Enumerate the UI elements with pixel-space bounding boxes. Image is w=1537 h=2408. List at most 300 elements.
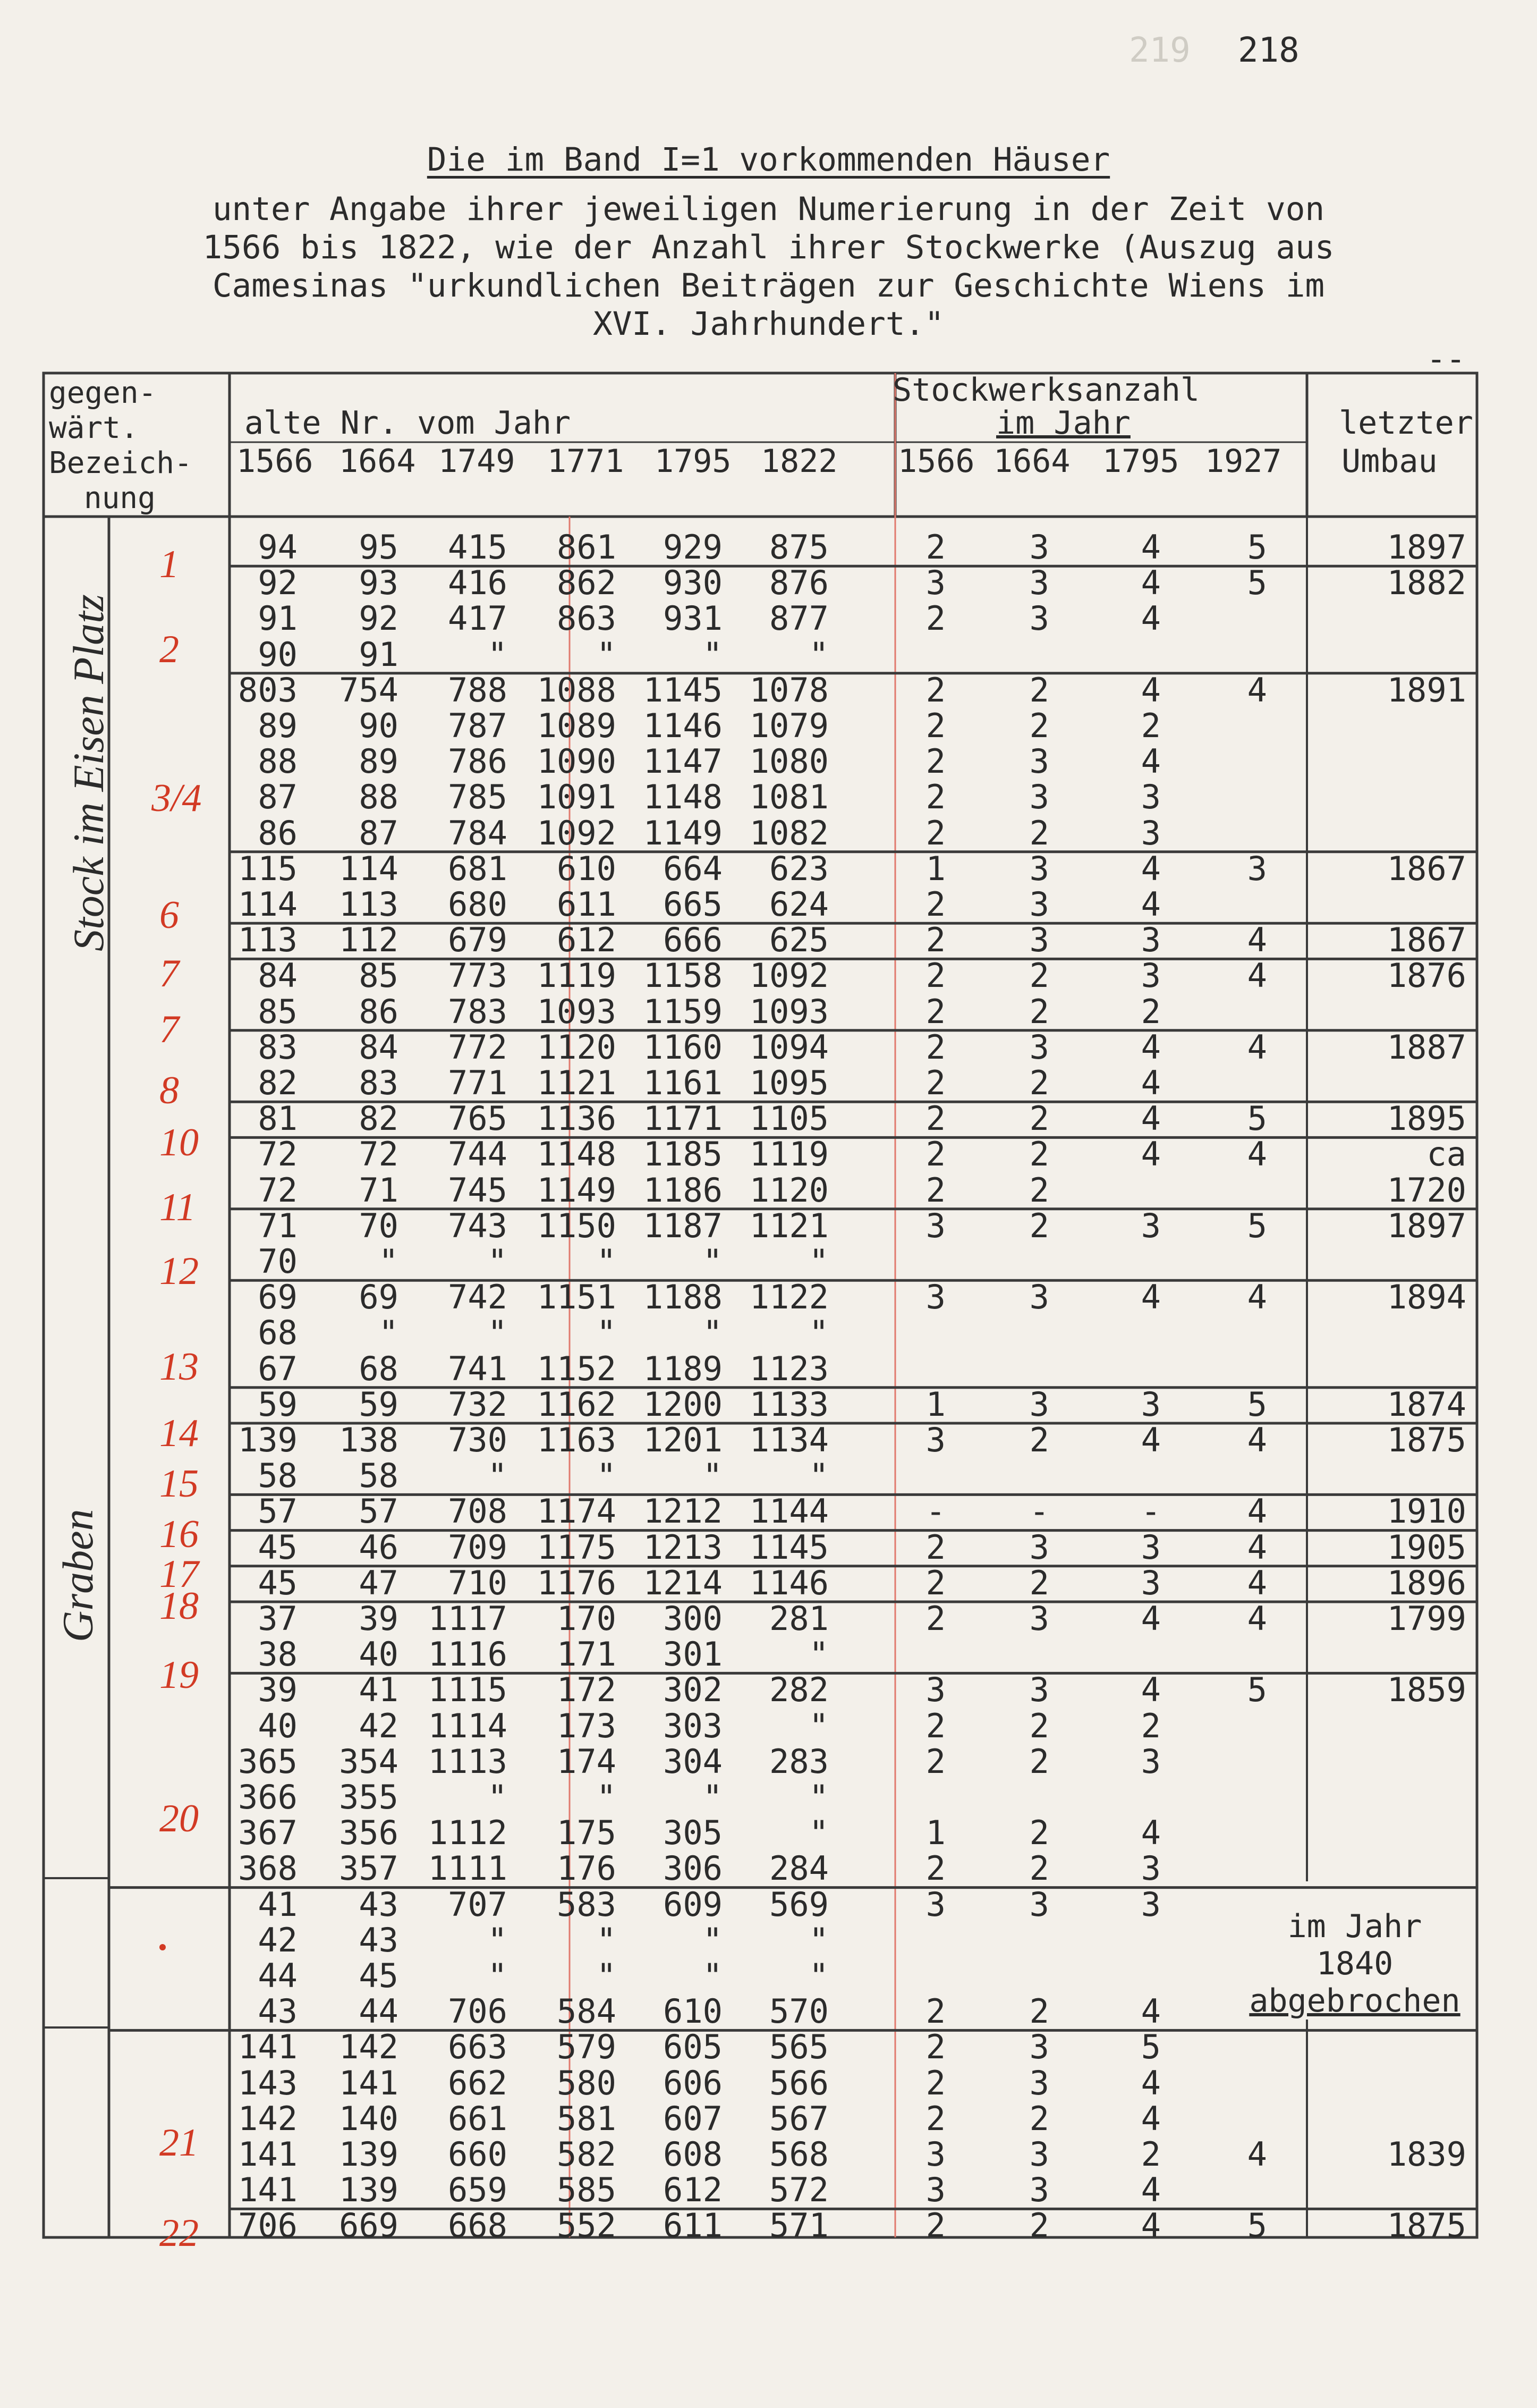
cell-y1664: 356 xyxy=(339,1813,398,1853)
cell-y1566: 141 xyxy=(238,2135,298,2174)
cell-y1771: " xyxy=(596,1313,616,1353)
cell-y1749: " xyxy=(487,1456,507,1496)
cell-f1795: 3 xyxy=(1141,1742,1161,1781)
cell-umbau: 1875 xyxy=(1387,1421,1466,1459)
demolished-note xyxy=(1233,1908,1477,2020)
cell-y1664: 70 xyxy=(359,1206,398,1245)
cell-y1566: 87 xyxy=(258,778,298,817)
cell-f1795: 4 xyxy=(1141,849,1161,888)
cell-f1664: 2 xyxy=(1029,1135,1049,1174)
cell-y1771: 1092 xyxy=(537,813,616,852)
subtitle-line-4: XVI. Jahrhundert." xyxy=(592,305,945,343)
cell-y1822: 1122 xyxy=(749,1278,829,1317)
header-last-1: letzter xyxy=(1339,404,1473,442)
cell-y1664: " xyxy=(378,1242,398,1281)
cell-f1795: 3 xyxy=(1141,1885,1161,1924)
cell-y1664: 41 xyxy=(359,1670,398,1710)
cell-umbau: 1799 xyxy=(1387,1599,1466,1638)
cell-f1927: 5 xyxy=(1247,1099,1267,1138)
cell-f1795: 4 xyxy=(1141,885,1161,924)
cell-y1795: 1201 xyxy=(643,1421,723,1459)
cell-y1771: 584 xyxy=(557,1992,616,2031)
cell-y1664: 113 xyxy=(339,885,398,924)
cell-f1795: 4 xyxy=(1141,1135,1161,1174)
cell-y1566: 143 xyxy=(238,2063,298,2102)
cell-y1749: 1112 xyxy=(428,1813,507,1853)
demolished-line-3: abgebrochen xyxy=(1249,1982,1460,2020)
cell-y1664: 91 xyxy=(359,635,398,674)
cell-y1795: 1214 xyxy=(643,1563,723,1602)
cell-y1749: 1117 xyxy=(428,1599,507,1638)
cell-umbau: 1891 xyxy=(1387,670,1466,709)
cell-f1566: 2 xyxy=(925,742,946,781)
cell-f1795: - xyxy=(1141,1492,1161,1531)
cell-f1795: 4 xyxy=(1141,742,1161,781)
cell-y1822: " xyxy=(809,1635,829,1674)
cell-y1566: 84 xyxy=(258,956,298,995)
cell-y1566: 91 xyxy=(258,599,298,638)
cell-f1795: 4 xyxy=(1141,2063,1161,2102)
cell-f1795: 2 xyxy=(1141,992,1161,1031)
cell-y1664: 90 xyxy=(359,706,398,745)
cell-y1795: 664 xyxy=(663,849,723,888)
cell-y1664: 69 xyxy=(359,1278,398,1317)
cell-y1566: 37 xyxy=(258,1599,298,1638)
cell-y1664: 754 xyxy=(339,670,398,709)
cell-y1566: 40 xyxy=(258,1706,298,1745)
cell-f1566: 3 xyxy=(925,1670,946,1710)
cell-umbau: 1910 xyxy=(1387,1492,1466,1531)
cell-y1566: 72 xyxy=(258,1170,298,1210)
cell-f1664: 2 xyxy=(1029,670,1049,709)
cell-y1771: 612 xyxy=(557,920,616,960)
cell-y1566: 68 xyxy=(258,1313,298,1353)
cell-umbau: 1867 xyxy=(1387,849,1466,888)
cell-y1664: 46 xyxy=(359,1527,398,1567)
cell-y1771: 862 xyxy=(557,563,616,603)
cell-f1927: 4 xyxy=(1247,920,1267,960)
cell-f1664: 3 xyxy=(1029,1027,1049,1067)
cell-y1664: 354 xyxy=(339,1742,398,1781)
cell-f1927: 5 xyxy=(1247,528,1267,567)
cell-y1822: 568 xyxy=(769,2135,829,2174)
cell-f1927: 4 xyxy=(1247,670,1267,709)
cell-y1822: 1119 xyxy=(749,1135,829,1174)
cell-y1771: 1089 xyxy=(537,706,616,745)
cell-y1749: 706 xyxy=(448,1992,507,2031)
cell-y1771: 1120 xyxy=(537,1027,616,1067)
cell-f1664: 2 xyxy=(1029,813,1049,852)
cell-f1795: 3 xyxy=(1141,778,1161,817)
cell-y1771: 170 xyxy=(557,1599,616,1638)
cell-f1795: 3 xyxy=(1141,813,1161,852)
cell-f1566: 2 xyxy=(925,706,946,745)
cell-umbau: 1887 xyxy=(1387,1027,1466,1067)
cell-f1664: 3 xyxy=(1029,2063,1049,2102)
cell-y1795: 1212 xyxy=(643,1492,723,1531)
cell-y1749: 680 xyxy=(448,885,507,924)
cell-y1771: 1175 xyxy=(537,1527,616,1567)
street-label-stock-im-eisen: Stock im Eisen Platz xyxy=(64,594,113,951)
cell-y1664: 47 xyxy=(359,1563,398,1602)
cell-f1566: 2 xyxy=(925,1849,946,1888)
cell-f1927: 5 xyxy=(1247,2206,1267,2245)
header-old-numbers: alte Nr. vom Jahr xyxy=(244,404,571,442)
demolished-line-2: 1840 xyxy=(1316,1945,1394,1982)
cell-y1749: 662 xyxy=(448,2063,507,2102)
cell-f1795: 3 xyxy=(1141,1206,1161,1245)
cell-y1795: 1147 xyxy=(643,742,723,781)
cell-y1795: 1149 xyxy=(643,813,723,852)
cell-y1822: 877 xyxy=(769,599,829,638)
cell-y1822: 567 xyxy=(769,2099,829,2138)
cell-y1822: 1144 xyxy=(749,1492,829,1531)
cell-y1771: " xyxy=(596,1920,616,1959)
cell-y1771: 863 xyxy=(557,599,616,638)
cell-y1566: 57 xyxy=(258,1492,298,1531)
demolished-line-1: im Jahr xyxy=(1287,1908,1422,1945)
cell-y1664: 140 xyxy=(339,2099,398,2138)
cell-y1771: " xyxy=(596,1456,616,1496)
subtitle-line-3: Camesinas "urkundlichen Beiträgen zur Geschichte Wiens im xyxy=(212,267,1325,305)
cell-y1771: 1163 xyxy=(537,1421,616,1459)
cell-y1566: 90 xyxy=(258,635,298,674)
cell-f1795: 4 xyxy=(1141,2206,1161,2245)
cell-y1749: " xyxy=(487,1313,507,1353)
cell-f1566: 2 xyxy=(925,1527,946,1567)
cell-f1664: - xyxy=(1029,1492,1049,1531)
cell-f1566: 2 xyxy=(925,2027,946,2067)
cell-y1795: 606 xyxy=(663,2063,723,2102)
cell-f1664: 3 xyxy=(1029,2170,1049,2210)
cell-y1566: 44 xyxy=(258,1956,298,1995)
group-number: 19 xyxy=(159,1653,199,1697)
header-current-2: wärt. xyxy=(49,411,139,445)
cell-y1664: 141 xyxy=(339,2063,398,2102)
cell-f1664: 3 xyxy=(1029,1278,1049,1317)
header-year-floor-0: 1566 xyxy=(898,443,975,480)
header-year-old-5: 1822 xyxy=(761,443,838,480)
cell-y1566: 45 xyxy=(258,1563,298,1602)
cell-f1664: 2 xyxy=(1029,1063,1049,1102)
cell-y1771: 1090 xyxy=(537,742,616,781)
cell-y1795: 304 xyxy=(663,1742,723,1781)
cell-y1749: 765 xyxy=(448,1099,507,1138)
group-number: 10 xyxy=(159,1121,199,1164)
cell-f1566: 2 xyxy=(925,2099,946,2138)
cell-y1566: 83 xyxy=(258,1027,298,1067)
cell-f1927: 4 xyxy=(1247,1027,1267,1067)
cell-umbau: 1896 xyxy=(1387,1563,1466,1602)
subtitle-line-1: unter Angabe ihrer jeweiligen Numerierung in der Zeit von xyxy=(212,190,1325,228)
cell-umbau: 1876 xyxy=(1387,956,1466,995)
cell-f1664: 3 xyxy=(1029,849,1049,888)
cell-y1749: 416 xyxy=(448,563,507,603)
cell-y1749: 743 xyxy=(448,1206,507,1245)
cell-f1566: 2 xyxy=(925,1706,946,1745)
cell-f1795: 4 xyxy=(1141,1278,1161,1317)
cell-y1822: 1134 xyxy=(749,1421,829,1459)
cell-y1771: 585 xyxy=(557,2170,616,2210)
cell-f1664: 3 xyxy=(1029,599,1049,638)
cell-y1822: 625 xyxy=(769,920,829,960)
cell-y1795: 1158 xyxy=(643,956,723,995)
cell-f1795: 4 xyxy=(1141,2170,1161,2210)
group-number: 2 xyxy=(159,628,179,671)
cell-y1664: 92 xyxy=(359,599,398,638)
cell-y1771: 174 xyxy=(557,1742,616,1781)
cell-y1795: 1148 xyxy=(643,778,723,817)
cell-y1566: 88 xyxy=(258,742,298,781)
cell-y1749: 772 xyxy=(448,1027,507,1067)
cell-y1749: 707 xyxy=(448,1885,507,1924)
cell-y1795: 301 xyxy=(663,1635,723,1674)
cell-f1927: 4 xyxy=(1247,1563,1267,1602)
cell-y1566: 92 xyxy=(258,563,298,603)
cell-f1664: 3 xyxy=(1029,1885,1049,1924)
cell-f1664: 3 xyxy=(1029,885,1049,924)
cell-f1664: 2 xyxy=(1029,1099,1049,1138)
header-current-3: Bezeich- xyxy=(49,446,192,480)
cell-y1664: 355 xyxy=(339,1778,398,1816)
cell-y1664: 43 xyxy=(359,1885,398,1924)
cell-y1795: 1146 xyxy=(643,706,723,745)
cell-y1822: 569 xyxy=(769,1885,829,1924)
cell-y1822: 624 xyxy=(769,885,829,924)
cell-y1749: 417 xyxy=(448,599,507,638)
cell-umbau: 1839 xyxy=(1387,2135,1466,2174)
cell-y1795: " xyxy=(702,635,723,674)
cell-y1664: 89 xyxy=(359,742,398,781)
cell-y1771: 552 xyxy=(557,2206,616,2245)
cell-y1664: 71 xyxy=(359,1170,398,1210)
cell-y1771: " xyxy=(596,1778,616,1816)
cell-y1664: " xyxy=(378,1313,398,1353)
cell-y1822: 1078 xyxy=(749,670,829,709)
cell-y1566: 365 xyxy=(238,1742,298,1781)
cell-f1664: 3 xyxy=(1029,1384,1049,1424)
header-year-old-0: 1566 xyxy=(236,443,313,480)
cell-y1771: " xyxy=(596,1242,616,1281)
cell-y1795: 1160 xyxy=(643,1027,723,1067)
cell-umbau: 1897 xyxy=(1387,1206,1466,1245)
cell-umbau: 1875 xyxy=(1387,2206,1466,2245)
cell-y1822: 570 xyxy=(769,1992,829,2031)
cell-y1771: 581 xyxy=(557,2099,616,2138)
cell-f1664: 3 xyxy=(1029,2135,1049,2174)
cell-y1795: 1185 xyxy=(643,1135,723,1174)
cell-y1795: 305 xyxy=(663,1813,723,1853)
header-current-1: gegen- xyxy=(49,376,157,410)
cell-y1566: 82 xyxy=(258,1063,298,1102)
cell-f1566: 1 xyxy=(925,1813,946,1853)
cell-f1566: 2 xyxy=(925,1027,946,1067)
cell-y1566: 86 xyxy=(258,813,298,852)
cell-y1749: 788 xyxy=(448,670,507,709)
group-number: 20 xyxy=(159,1797,199,1840)
header-year-old-4: 1795 xyxy=(655,443,732,480)
cell-f1927: 4 xyxy=(1247,1599,1267,1638)
cell-y1795: " xyxy=(702,1956,723,1995)
cell-y1771: 1148 xyxy=(537,1135,616,1174)
group-number: 17 xyxy=(159,1552,199,1596)
cell-y1664: 357 xyxy=(339,1849,398,1888)
cell-y1664: 95 xyxy=(359,528,398,567)
cell-y1795: 930 xyxy=(663,563,723,603)
cell-y1771: 1152 xyxy=(537,1349,616,1388)
cell-f1664: 2 xyxy=(1029,1813,1049,1853)
cell-y1749: 787 xyxy=(448,706,507,745)
cell-umbau: 1882 xyxy=(1387,563,1466,603)
page-number: 218 xyxy=(1238,31,1300,70)
cell-f1566: 3 xyxy=(925,2135,946,2174)
cell-y1771: 175 xyxy=(557,1813,616,1853)
cell-umbau: ca xyxy=(1426,1135,1466,1174)
group-number: 7 xyxy=(159,952,179,995)
group-number: 7 xyxy=(159,1008,179,1051)
cell-y1749: " xyxy=(487,635,507,674)
cell-f1795: 3 xyxy=(1141,956,1161,995)
cell-y1795: 300 xyxy=(663,1599,723,1638)
cell-y1566: 85 xyxy=(258,992,298,1031)
page-number-ghost: 219 xyxy=(1129,31,1191,70)
cell-y1795: " xyxy=(702,1313,723,1353)
cell-y1795: " xyxy=(702,1242,723,1281)
cell-y1566: 58 xyxy=(258,1456,298,1496)
cell-y1771: 1151 xyxy=(537,1278,616,1317)
cell-y1822: 876 xyxy=(769,563,829,603)
cell-y1771: 861 xyxy=(557,528,616,567)
cell-y1795: 302 xyxy=(663,1670,723,1710)
cell-f1927: 4 xyxy=(1247,1135,1267,1174)
cell-f1566: 2 xyxy=(925,1563,946,1602)
cell-y1822: 1093 xyxy=(749,992,829,1031)
cell-y1664: 88 xyxy=(359,778,398,817)
cell-f1664: 3 xyxy=(1029,563,1049,603)
cell-y1822: " xyxy=(809,1456,829,1496)
header-year-old-2: 1749 xyxy=(438,443,515,480)
cell-y1795: 611 xyxy=(663,2206,723,2245)
cell-y1566: 366 xyxy=(238,1778,298,1816)
cell-y1795: 665 xyxy=(663,885,723,924)
cell-f1664: 3 xyxy=(1029,1599,1049,1638)
cell-y1771: 1149 xyxy=(537,1170,616,1210)
cell-f1566: 2 xyxy=(925,920,946,960)
cell-y1822: 1120 xyxy=(749,1170,829,1210)
cell-y1566: 81 xyxy=(258,1099,298,1138)
cell-f1664: 2 xyxy=(1029,1849,1049,1888)
cell-y1771: 1174 xyxy=(537,1492,616,1531)
cell-y1822: " xyxy=(809,1242,829,1281)
cell-y1822: 1121 xyxy=(749,1206,829,1245)
cell-y1749: 785 xyxy=(448,778,507,817)
cell-y1566: 139 xyxy=(238,1421,298,1459)
cell-f1927: 4 xyxy=(1247,1527,1267,1567)
cell-y1664: 669 xyxy=(339,2206,398,2245)
cell-y1749: " xyxy=(487,1242,507,1281)
cell-y1795: 929 xyxy=(663,528,723,567)
cell-y1795: 608 xyxy=(663,2135,723,2174)
cell-f1795: 4 xyxy=(1141,2099,1161,2138)
cell-y1664: 85 xyxy=(359,956,398,995)
cell-f1795: 4 xyxy=(1141,1421,1161,1459)
cell-f1566: 2 xyxy=(925,1170,946,1210)
cell-f1795: 2 xyxy=(1141,706,1161,745)
group-number: 8 xyxy=(159,1069,179,1112)
cell-f1664: 2 xyxy=(1029,1992,1049,2031)
cell-y1822: 623 xyxy=(769,849,829,888)
group-number: 11 xyxy=(159,1186,196,1229)
cell-f1566: 2 xyxy=(925,1742,946,1781)
cell-umbau: 1859 xyxy=(1387,1670,1466,1710)
cell-f1566: 1 xyxy=(925,849,946,888)
cell-f1566: 2 xyxy=(925,1135,946,1174)
cell-y1822: 1105 xyxy=(749,1099,829,1138)
group-number: 18 xyxy=(159,1584,199,1628)
header-last-2: Umbau xyxy=(1341,443,1438,480)
cell-y1664: 93 xyxy=(359,563,398,603)
header-floors-1: Stockwerksanzahl xyxy=(893,371,1200,409)
cell-f1795: 4 xyxy=(1141,1992,1161,2031)
cell-y1771: 1150 xyxy=(537,1206,616,1245)
cell-y1822: 1092 xyxy=(749,956,829,995)
cell-f1664: 3 xyxy=(1029,528,1049,567)
cell-y1566: 45 xyxy=(258,1527,298,1567)
cell-f1566: 2 xyxy=(925,1099,946,1138)
cell-y1749: 660 xyxy=(448,2135,507,2174)
cell-y1822: 1145 xyxy=(749,1527,829,1567)
cell-f1566: 3 xyxy=(925,1421,946,1459)
cell-y1664: 139 xyxy=(339,2170,398,2210)
cell-f1566: 2 xyxy=(925,670,946,709)
cell-f1566: 2 xyxy=(925,1063,946,1102)
cell-y1822: 1082 xyxy=(749,813,829,852)
cell-f1927: 5 xyxy=(1247,1206,1267,1245)
cell-y1566: 89 xyxy=(258,706,298,745)
cell-f1664: 3 xyxy=(1029,778,1049,817)
cell-umbau: 1874 xyxy=(1387,1384,1466,1424)
header-year-floor-3: 1927 xyxy=(1205,443,1282,480)
cell-y1664: 42 xyxy=(359,1706,398,1745)
cell-y1664: 83 xyxy=(359,1063,398,1102)
cell-y1749: 663 xyxy=(448,2027,507,2067)
cell-f1795: 3 xyxy=(1141,1563,1161,1602)
cell-f1566: 3 xyxy=(925,1885,946,1924)
cell-f1566: 3 xyxy=(925,563,946,603)
cell-y1771: 580 xyxy=(557,2063,616,2102)
cell-f1795: 3 xyxy=(1141,1849,1161,1888)
cell-y1749: 661 xyxy=(448,2099,507,2138)
cell-y1749: 710 xyxy=(448,1563,507,1602)
cell-umbau: 1867 xyxy=(1387,920,1466,960)
cell-f1927: 5 xyxy=(1247,1670,1267,1710)
group-number: 21 xyxy=(159,2121,199,2165)
cell-y1771: 1093 xyxy=(537,992,616,1031)
cell-y1795: 1213 xyxy=(643,1527,723,1567)
cell-y1664: 86 xyxy=(359,992,398,1031)
group-number: 14 xyxy=(159,1412,199,1455)
cell-f1795: 3 xyxy=(1141,920,1161,960)
cell-y1664: 68 xyxy=(359,1349,398,1388)
cell-y1795: 610 xyxy=(663,1992,723,2031)
cell-y1566: 367 xyxy=(238,1813,298,1853)
cell-f1566: 2 xyxy=(925,2206,946,2245)
cell-y1749: " xyxy=(487,1920,507,1959)
cell-f1566: 1 xyxy=(925,1384,946,1424)
cell-umbau: 1895 xyxy=(1387,1099,1466,1138)
header-year-old-1: 1664 xyxy=(339,443,416,480)
cell-y1771: 176 xyxy=(557,1849,616,1888)
